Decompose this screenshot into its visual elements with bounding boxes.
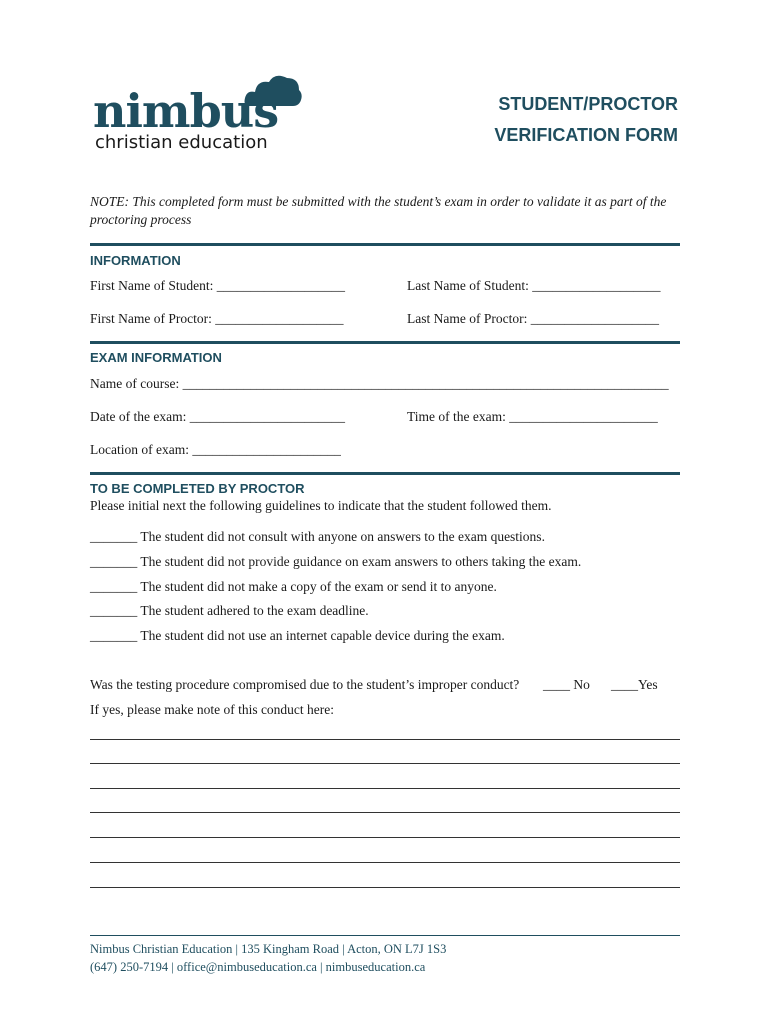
last-name-proctor-field[interactable]: Last Name of Proctor: ___________________ (407, 311, 659, 326)
form-title-line1: STUDENT/PROCTOR (498, 94, 678, 114)
first-name-student-field[interactable]: First Name of Student: ___________________ (90, 278, 345, 293)
proctor-instructions: Please initial next the following guidelines to indicate that the student followed them. (90, 498, 552, 513)
section-divider (90, 472, 680, 475)
exam-time-field[interactable]: Time of the exam: ______________________ (407, 409, 658, 424)
conduct-note-line[interactable] (90, 739, 680, 740)
conduct-note-line[interactable] (90, 837, 680, 838)
conduct-note-line[interactable] (90, 763, 680, 764)
conduct-note-line[interactable] (90, 887, 680, 888)
guideline-item[interactable]: _______ The student adhered to the exam deadline. (90, 603, 369, 618)
guideline-item[interactable]: _______ The student did not make a copy of the exam or send it to anyone. (90, 579, 497, 594)
no-option-field[interactable]: ____ No (543, 677, 590, 692)
guideline-item[interactable]: _______ The student did not provide guidance on exam answers to others taking the exam. (90, 554, 582, 569)
conduct-note-line[interactable] (90, 812, 680, 813)
exam-location-field[interactable]: Location of exam: ______________________ (90, 442, 341, 457)
footer-address: Nimbus Christian Education | 135 Kingham Road | Acton, ON L7J 1S3 (90, 942, 447, 956)
exam-information-heading: EXAM INFORMATION (90, 350, 222, 365)
last-name-student-field[interactable]: Last Name of Student: ___________________ (407, 278, 661, 293)
proctor-heading: TO BE COMPLETED BY PROCTOR (90, 481, 305, 496)
logo-subtitle: christian education (95, 132, 268, 153)
footer-divider (90, 935, 680, 936)
compromise-question: Was the testing procedure compromised due to the student’s improper conduct? (90, 677, 520, 692)
exam-date-field[interactable]: Date of the exam: _______________________ (90, 409, 345, 424)
footer-contact: (647) 250-7194 | office@nimbuseducation.ca | nimbuseducation.ca (90, 960, 426, 974)
conduct-note-line[interactable] (90, 788, 680, 789)
submission-note: NOTE: This completed form must be submitted with the student’s exam in order to validate it as part of the proctoring process (90, 194, 667, 227)
section-divider (90, 243, 680, 246)
logo-wordmark: nimbus (93, 84, 279, 138)
course-name-field[interactable]: Name of course: ________________________________________________________________________ (90, 376, 669, 391)
guideline-item[interactable]: _______ The student did not use an internet capable device during the exam. (90, 628, 505, 643)
logo (93, 70, 308, 160)
form-title-line2: VERIFICATION FORM (494, 125, 678, 145)
conduct-note-prompt: If yes, please make note of this conduct here: (90, 702, 335, 717)
first-name-proctor-field[interactable]: First Name of Proctor: ___________________ (90, 311, 344, 326)
conduct-note-line[interactable] (90, 862, 680, 863)
section-divider (90, 341, 680, 344)
guideline-item[interactable]: _______ The student did not consult with anyone on answers to the exam questions. (90, 529, 545, 544)
yes-option-field[interactable]: ____Yes (611, 677, 658, 692)
information-heading: INFORMATION (90, 253, 181, 268)
